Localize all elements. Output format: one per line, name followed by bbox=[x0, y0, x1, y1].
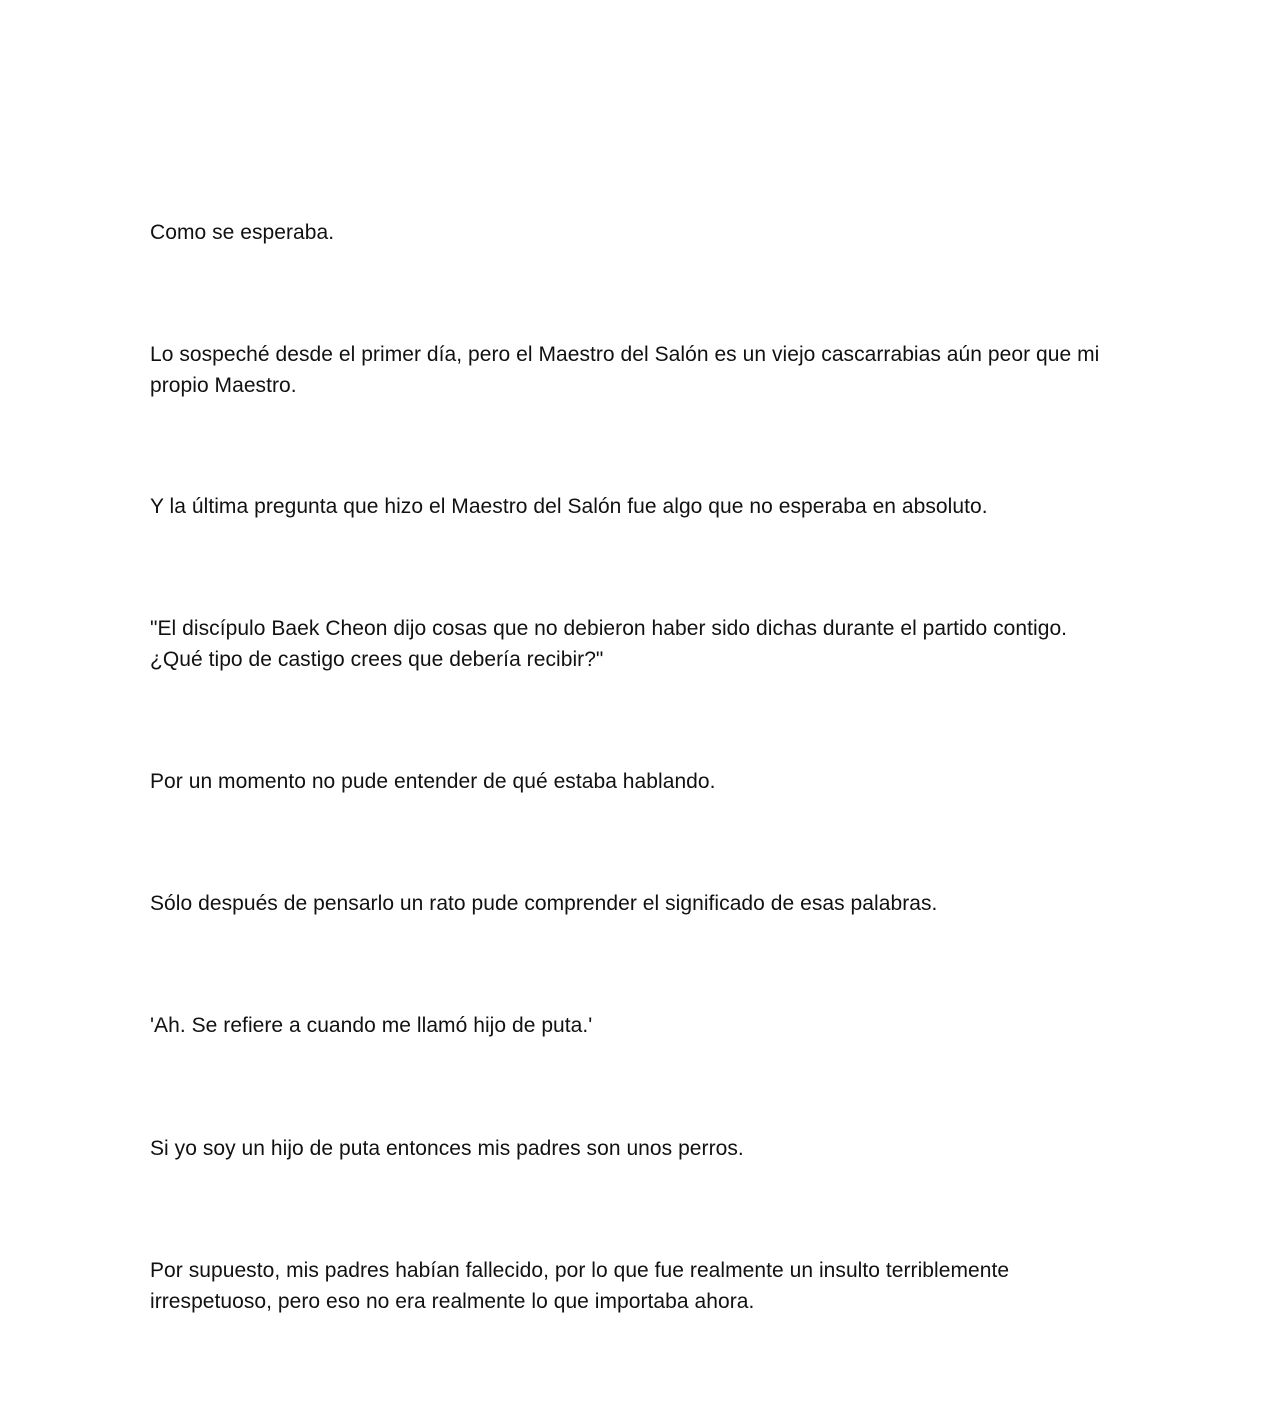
paragraph: Y la última pregunta que hizo el Maestro del Salón fue algo que no esperaba en absoluto. bbox=[150, 495, 988, 518]
paragraph: Si yo soy un hijo de puta entonces mis padres son unos perros. bbox=[150, 1137, 744, 1160]
paragraph: Como se esperaba. bbox=[150, 221, 335, 244]
paragraph: 'Ah. Se refiere a cuando me llamó hijo de puta.' bbox=[150, 1014, 593, 1037]
paragraph: Por supuesto, mis padres habían fallecido, por lo que fue realmente un insulto terriblemente irrespetuoso, pero eso no era realmente lo que importaba ahora. bbox=[150, 1259, 1010, 1313]
paragraph: Lo sospeché desde el primer día, pero el Maestro del Salón es un viejo cascarrabias aún peor que mi propio Maestro. bbox=[150, 343, 1100, 397]
paragraph: Por un momento no pude entender de qué estaba hablando. bbox=[150, 770, 716, 793]
paragraph: "El discípulo Baek Cheon dijo cosas que no debieron haber sido dichas durante el partido contigo. ¿Qué tipo de castigo crees que debería recibir?" bbox=[150, 617, 1068, 671]
paragraph: Sólo después de pensarlo un rato pude comprender el significado de esas palabras. bbox=[150, 892, 938, 915]
